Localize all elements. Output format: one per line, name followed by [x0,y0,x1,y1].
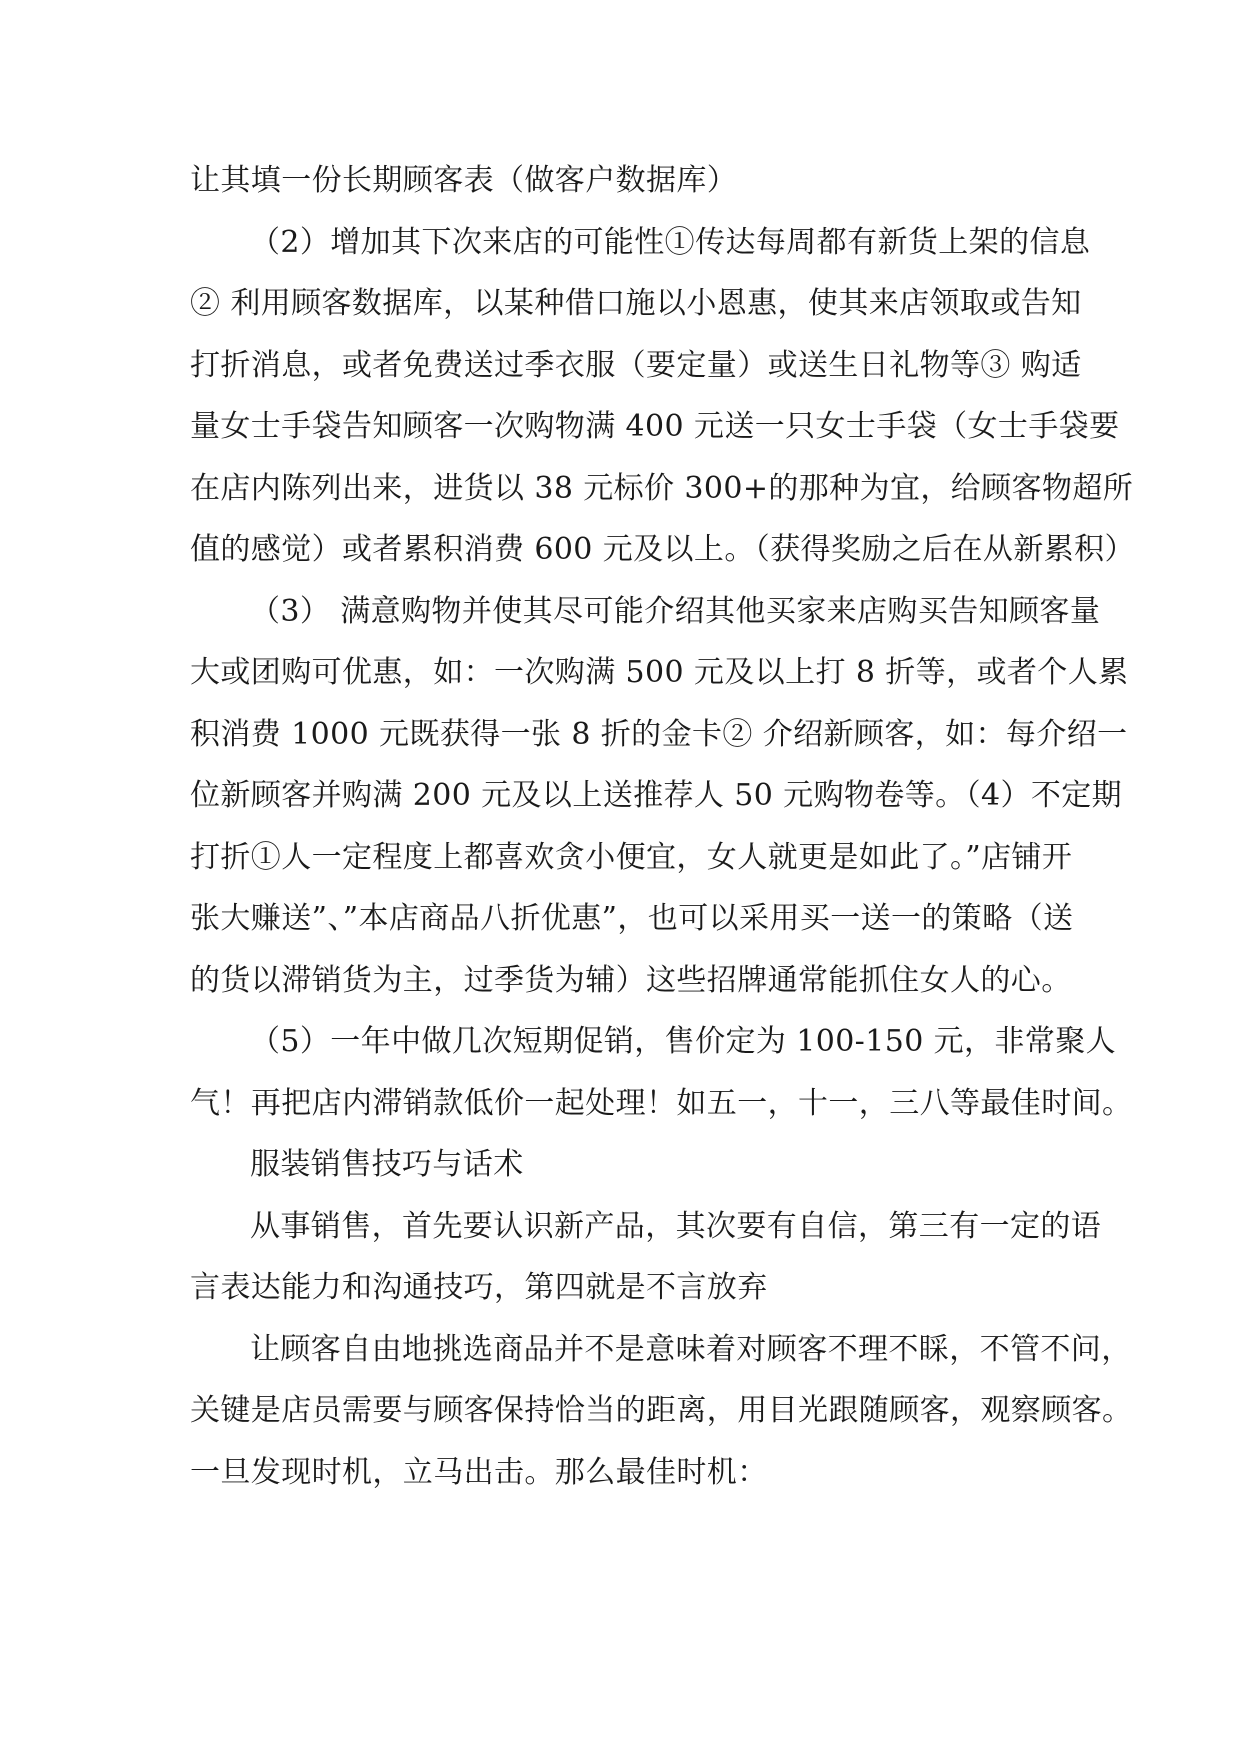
text-line-19: 言表达能力和沟通技巧，第四就是不言放弃 [190,1270,768,1305]
section-heading: 服装销售技巧与话术 [250,1147,524,1182]
text-line-16: 气！再把店内滞销款低价一起处理！如五一，十一，三八等最佳时间。 [190,1085,1133,1121]
text-line-18: 从事销售，首先要认识新产品，其次要有自信，第三有一定的语 [250,1208,1102,1244]
text-line-7: 值的感觉）或者累积消费 600 元及以上。（获得奖励之后在从新累积） [190,532,1135,567]
text-line-3: ② 利用顾客数据库，以某种借口施以小恩惠，使其来店领取或告知 [190,286,1082,321]
text-line-20: 让顾客自由地挑选商品并不是意味着对顾客不理不睬，不管不问， [250,1331,1132,1367]
body-text [190,150,1135,1503]
text-line-4: 打折消息，或者免费送过季衣服（要定量）或送生日礼物等③ 购适 [190,347,1082,383]
text-line-22: 一旦发现时机，立马出击。那么最佳时机： [190,1454,768,1490]
text-line-2: （2）增加其下次来店的可能性①传达每周都有新货上架的信息 [250,224,1091,260]
text-line-5: 量女士手袋告知顾客一次购物满 400 元送一只女士手袋（女士手袋要 [190,409,1120,444]
text-line-11: 位新顾客并购满 200 元及以上送推荐人 50 元购物卷等。（4）不定期 [190,778,1123,813]
text-line-10: 积消费 1000 元既获得一张 8 折的金卡② 介绍新顾客，如：每介绍一 [190,716,1128,752]
text-line-15: （5）一年中做几次短期促销，售价定为 100-150 元，非常聚人 [250,1024,1117,1059]
text-line-12: 打折①人一定程度上都喜欢贪小便宜，女人就更是如此了。”店铺开 [190,839,1073,875]
text-line-13: 张大赚送”、”本店商品八折优惠”，也可以采用买一送一的策略（送 [190,901,1074,936]
text-line-6: 在店内陈列出来，进货以 38 元标价 300+的那种为宜，给顾客物超所 [190,470,1134,506]
text-line-1: 让其填一份长期顾客表（做客户数据库） [190,163,738,198]
text-line-14: 的货以滞销货为主，过季货为辅）这些招牌通常能抓住女人的心。 [190,962,1072,998]
text-line-9: 大或团购可优惠，如：一次购满 500 元及以上打 8 折等，或者个人累 [190,655,1129,690]
text-line-8: （3） 满意购物并使其尽可能介绍其他买家来店购买告知顾客量 [250,593,1101,629]
text-line-21: 关键是店员需要与顾客保持恰当的距离，用目光跟随顾客，观察顾客。 [190,1393,1133,1428]
